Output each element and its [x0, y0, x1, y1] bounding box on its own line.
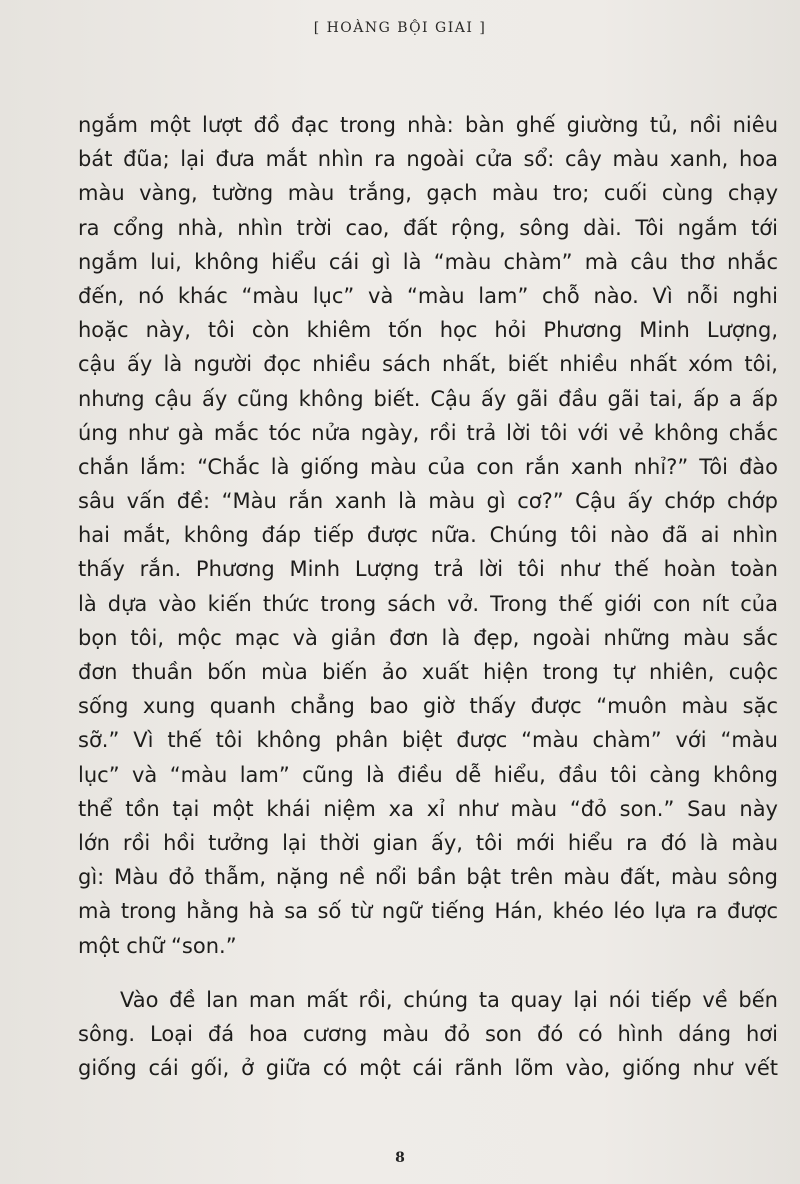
- text-line: Vào đề lan man mất rồi, chúng ta quay lại nói tiếp về bến: [120, 987, 778, 1012]
- text-line: cậu ấy là người đọc nhiều sách nhất, biết nhiều nhất xóm tôi,: [78, 352, 778, 377]
- text-line: thấy rắn. Phương Minh Lượng trả lời tôi như thế hoàn toàn: [78, 557, 778, 582]
- running-header: [ HOÀNG BỘI GIAI ]: [313, 20, 487, 36]
- text-line: sỡ.” Vì thế tôi không phân biệt được “màu chàm” với “màu: [78, 728, 778, 753]
- text-line: màu vàng, tường màu trắng, gạch màu tro; cuối cùng chạy: [78, 181, 778, 206]
- text-line: úng như gà mắc tóc nửa ngày, rồi trả lời tôi với vẻ không chắc: [78, 420, 778, 445]
- text-line: đến, nó khác “màu lục” và “màu lam” chỗ nào. Vì nỗi nghi: [78, 283, 778, 308]
- text-line: đơn thuần bốn mùa biến ảo xuất hiện trong tự nhiên, cuộc: [78, 660, 778, 684]
- text-line: ra cổng nhà, nhìn trời cao, đất rộng, sông dài. Tôi ngắm tới: [78, 215, 778, 240]
- text-line: ngắm lui, không hiểu cái gì là “màu chàm” mà câu thơ nhắc: [78, 249, 778, 274]
- text-line: là dựa vào kiến thức trong sách vở. Trong thế giới con nít của: [78, 591, 778, 616]
- text-line: lớn rồi hồi tưởng lại thời gian ấy, tôi mới hiểu ra đó là màu: [78, 830, 778, 855]
- page-number: 8: [395, 1150, 405, 1166]
- body-text: [78, 108, 778, 1085]
- text-line: sâu vấn đề: “Màu rắn xanh là màu gì cơ?” Cậu ấy chớp chớp: [78, 489, 778, 514]
- text-line: bọn tôi, mộc mạc và giản đơn là đẹp, ngoài những màu sắc: [78, 625, 778, 650]
- text-line: bát đũa; lại đưa mắt nhìn ra ngoài cửa sổ: cây màu xanh, hoa: [78, 147, 778, 172]
- text-line: thể tồn tại một khái niệm xa xỉ như màu “đỏ son.” Sau này: [78, 796, 778, 821]
- text-line: hoặc này, tôi còn khiêm tốn học hỏi Phương Minh Lượng,: [78, 318, 778, 343]
- text-line: sông. Loại đá hoa cương màu đỏ son đó có hình dáng hơi: [78, 1021, 778, 1046]
- text-line: lục” và “màu lam” cũng là điều dễ hiểu, đầu tôi càng không: [78, 762, 778, 787]
- text-line: ngắm một lượt đồ đạc trong nhà: bàn ghế giường tủ, nồi niêu: [78, 113, 778, 137]
- text-line: gì: Màu đỏ thẫm, nặng nề nổi bần bật trên màu đất, màu sông: [78, 865, 778, 890]
- text-line: giống cái gối, ở giữa có một cái rãnh lõm vào, giống như vết: [78, 1056, 778, 1081]
- text-line: mà trong hằng hà sa số từ ngữ tiếng Hán, khéo léo lựa ra được: [78, 899, 778, 924]
- text-line: nhưng cậu ấy cũng không biết. Cậu ấy gãi đầu gãi tai, ấp a ấp: [78, 386, 778, 411]
- paragraph-gap: [78, 963, 778, 983]
- text-line: một chữ “son.”: [78, 933, 237, 958]
- text-line: chắn lắm: “Chắc là giống màu của con rắn xanh nhỉ?” Tôi đào: [78, 454, 778, 479]
- paragraph: [78, 983, 778, 1086]
- text-line: hai mắt, không đáp tiếp được nữa. Chúng tôi nào đã ai nhìn: [78, 523, 778, 548]
- text-line: sống xung quanh chẳng bao giờ thấy được “muôn màu sặc: [78, 694, 778, 719]
- paragraph: [78, 108, 778, 963]
